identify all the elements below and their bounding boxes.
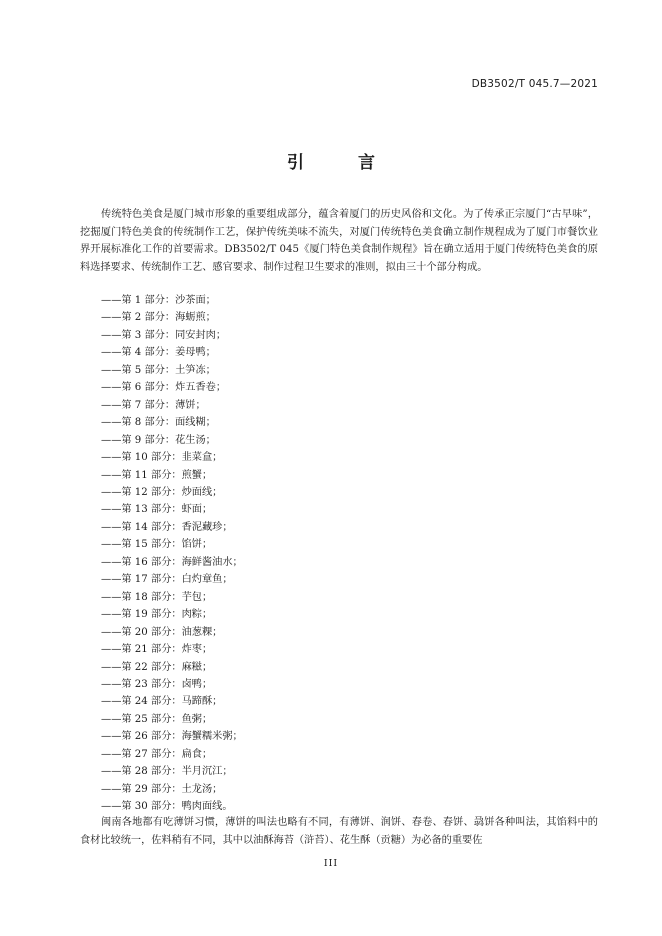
list-item: ——第 8 部分：面线糊； <box>101 417 216 429</box>
list-item: ——第 9 部分：花生汤； <box>101 434 216 446</box>
list-item: ——第 10 部分：韭菜盒； <box>101 452 223 464</box>
list-item: ——第 26 部分：海蟹糯米粥； <box>101 731 243 743</box>
list-item: ——第 22 部分：麻糍； <box>101 661 213 673</box>
list-item: ——第 27 部分：扁食； <box>101 748 213 760</box>
list-item: ——第 13 部分：虾面； <box>101 504 213 516</box>
list-item: ——第 16 部分：海鲜酱油水； <box>101 556 243 568</box>
intro-paragraph: 传统特色美食是厦门城市形象的重要组成部分，蕴含着厦门的历史风俗和文化。为了传承正宗厦门“古早味”，挖掘厦门特色美食的传统制作工艺，保护传统美味不流失，对厦门传统特色美食确立制作规程成为了厦门市餐饮业界开展标准化工作的首要需求。DB3502/T 045《厦门特色美食制作规程》旨在确立适用于厦门传统特色美食的原料选择要求、传统制作工艺、感官要求、制作过程卫生要求的准则，拟由三十个部分构成。 <box>80 209 598 273</box>
document-code: DB3502/T 045.7—2021 <box>471 78 598 90</box>
list-item: ——第 7 部分：薄饼； <box>101 399 206 411</box>
list-item: ——第 19 部分：肉粽； <box>101 609 213 621</box>
list-item: ——第 5 部分：土笋冻； <box>101 364 216 376</box>
list-item: ——第 25 部分：鱼粥； <box>101 713 213 725</box>
page-number: III <box>323 858 339 869</box>
list-item: ——第 29 部分：土龙汤； <box>101 783 223 795</box>
list-item: ——第 15 部分：馅饼； <box>101 539 213 551</box>
list-item: ——第 20 部分：油葱粿； <box>101 626 223 638</box>
list-item: ——第 14 部分：香泥藏珍； <box>101 521 233 533</box>
list-item: ——第 2 部分：海蛎煎； <box>101 312 216 324</box>
list-item: ——第 28 部分：半月沉江； <box>101 766 233 778</box>
parts-list <box>101 292 243 816</box>
list-item: ——第 21 部分：炸枣； <box>101 644 213 656</box>
list-item: ——第 17 部分：白灼章鱼； <box>101 574 233 586</box>
list-item: ——第 30 部分：鸭肉面线。 <box>101 801 233 813</box>
list-item: ——第 23 部分：卤鸭； <box>101 678 213 690</box>
list-item: ——第 12 部分：炒面线； <box>101 486 223 498</box>
list-item: ——第 3 部分：同安封肉； <box>101 329 227 341</box>
list-item: ——第 11 部分：煎蟹； <box>101 469 213 481</box>
list-item: ——第 6 部分：炸五香卷； <box>101 382 227 394</box>
list-item: ——第 1 部分：沙茶面； <box>101 295 216 306</box>
section-title: 引 言 <box>287 153 399 173</box>
list-item: ——第 18 部分：芋包； <box>101 591 213 603</box>
list-item: ——第 4 部分：姜母鸭； <box>101 347 216 359</box>
closing-paragraph: 闽南各地都有吃薄饼习惯，薄饼的叫法也略有不同，有薄饼、润饼、春卷、春饼、骉饼各种叫法，其馅料中的食材比较统一，佐料稍有不同，其中以油酥海苔（浒苔）、花生酥（贡糖）为必备的重要佐 <box>80 817 598 846</box>
list-item: ——第 24 部分：马蹄酥； <box>101 696 223 708</box>
